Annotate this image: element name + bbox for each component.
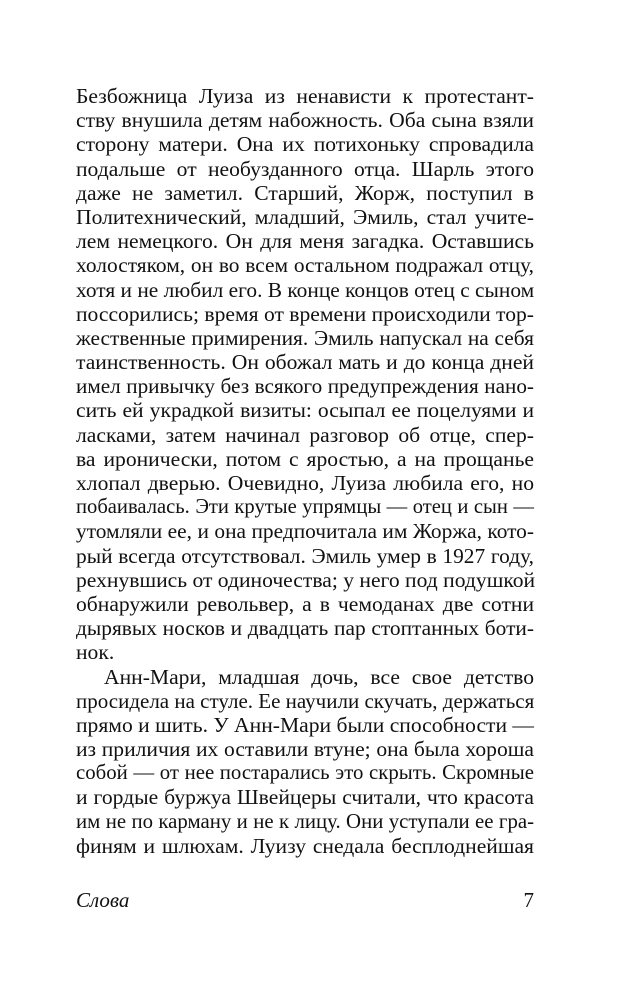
running-footer-title: Слова [76,888,130,912]
text-line: сить ей украдкой визиты: осыпал ее поцелуями и [76,398,534,423]
text-line: побаивалась. Эти крутые упрямцы — отец и сын — [76,496,534,519]
text-line: финям и шлюхам. Луизу снедала бесплоднейшая [76,833,534,858]
text-line: из приличия их оставили втуне; она была хороша [76,737,534,762]
text-line: ству внушила детям набожность. Оба сына взяли [76,108,534,133]
text-line: лем немецкого. Он для меня загадка. Оставшись [76,229,534,254]
page-number: 7 [523,888,534,912]
text-line: Безбожница Луиза из ненависти к протестант- [76,84,534,108]
text-line: просидела на стуле. Ее научили скучать, держаться [76,688,535,713]
text-line: им не по карману и не к лицу. Они уступали ее гра- [76,809,534,833]
text-line: прямо и шить. У Анн-Мари были способности — [76,712,535,737]
text-line: рый всегда отсутствовал. Эмиль умер в 1927 году, [76,543,534,568]
text-line: собой — от нее постарались это скрыть. Скромные [76,761,534,785]
text-line: таинственность. Он обожал мать и до конца дней [76,350,534,375]
text-line: ласками, затем начинал разговор об отце, спер- [76,422,534,447]
text-line: подальше от необузданного отца. Шарль этого [76,156,534,181]
text-line: имел привычку без всякого предупреждения нано- [76,374,534,399]
text-line: рехнувшись от одиночества; у него под подушкой [76,567,536,592]
text-line: ва иронически, потом с яростью, а на прощанье [76,446,534,471]
text-line: даже не заметил. Старший, Жорж, поступил в [76,180,534,205]
text-line: холостяком, он во всем остальном подражал отцу, [76,253,534,278]
text-line: хотя и не любил его. В конце концов отец с сыном [76,277,535,302]
text-line: жественные примирения. Эмиль напускал на себя [76,325,534,350]
text-line: Политехнический, младший, Эмиль, стал учите- [76,204,534,229]
text-line: дырявых носков и двадцать пар стоптанных боти- [76,616,534,641]
text-line: сторону матери. Она их потихоньку спровадила [76,132,534,157]
text-line: и гордые буржуа Швейцеры считали, что красота [76,785,534,810]
text-line: хлопал дверью. Очевидно, Луиза любила его, но [76,471,534,495]
text-line: поссорились; время от времени происходили тор- [76,301,534,326]
text-line: обнаружили револьвер, а в чемоданах две сотни [76,591,534,616]
text-line: Анн-Мари, младшая дочь, все свое детство [104,664,534,689]
text-line: нок. [76,640,115,665]
page-body-text [76,84,534,858]
page-footer [76,888,534,916]
text-line: утомляли ее, и она предпочитала им Жоржа, кото- [76,519,534,544]
